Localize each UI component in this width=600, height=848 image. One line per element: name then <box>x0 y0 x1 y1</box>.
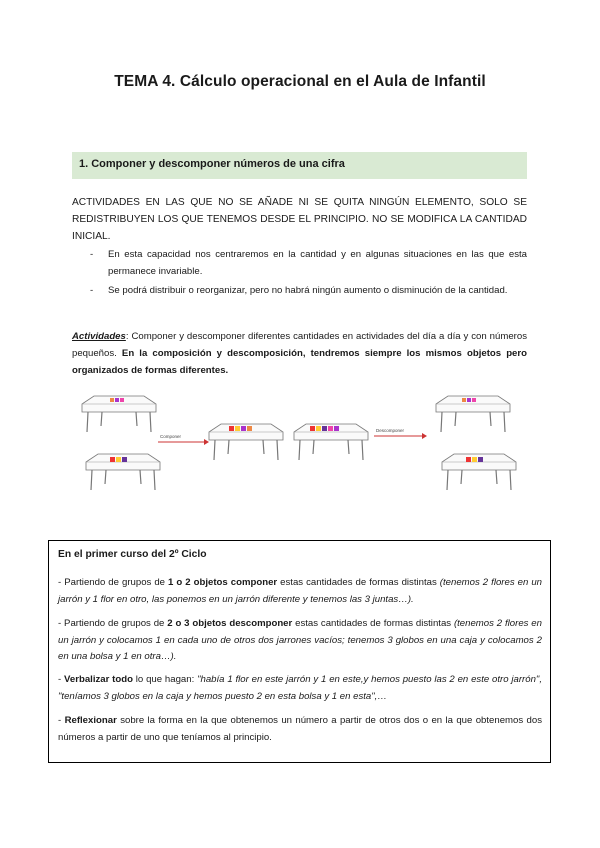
tables-illustration <box>72 388 530 506</box>
text-run: lo que hagan: <box>132 674 198 685</box>
intro-paragraph: ACTIVIDADES EN LAS QUE NO SE AÑADE NI SE QUITA NINGÚN ELEMENTO, SOLO SE REDISTRIBUYEN LOS QUE TENEMOS DESDE EL PRINCIPIO. NO SE MODIFICA LA CANTIDAD INICIAL. <box>72 197 527 242</box>
table-center-right <box>294 424 368 460</box>
bullet-dash: - <box>90 249 94 260</box>
text-run: - <box>58 674 65 685</box>
activities-colon: : <box>125 331 129 342</box>
list-item <box>72 247 527 280</box>
box-paragraph-2 <box>58 616 542 666</box>
document-title: TEMA 4. Cálculo operacional en el Aula de Infantil <box>114 73 486 90</box>
activities-text: Componer y descomponer diferentes cantidades en actividades del día a día y con números pequeños. <box>72 331 527 359</box>
table-top-right <box>436 396 510 432</box>
text-run: estas cantidades de formas distintas <box>277 577 440 588</box>
bullet-text: En esta capacidad nos centraremos en la cantidad y en algunas situaciones en las que esta permanece invariable. <box>108 249 527 277</box>
text-run-italic: (tenemos 2 flores en un jarrón y 1 flor en otro, las ponemos en un jarrón diferente y tenemos las 3 juntas…). <box>58 577 543 605</box>
box-title: En el primer curso del 2º Ciclo <box>58 549 207 560</box>
text-run-bold: Reflexionar <box>64 715 117 726</box>
table-bottom-right <box>442 454 516 490</box>
text-run-bold: Verbalizar todo <box>64 674 133 685</box>
arrow-compose-label: Componer <box>160 434 182 439</box>
text-run: estas cantidades de formas distintas <box>292 618 454 629</box>
activities-paragraph <box>72 328 527 379</box>
table-center-left <box>209 424 283 460</box>
section-heading-bar <box>72 152 527 179</box>
text-run-bold: 1 o 2 objetos componer <box>168 577 278 588</box>
arrow-compose-head <box>204 439 209 445</box>
table-bottom-left <box>86 454 160 490</box>
list-item <box>72 283 527 300</box>
info-box <box>48 540 551 763</box>
bullet-text: Se podrá distribuir o reorganizar, pero no habrá ningún aumento o disminución de la cantidad. <box>108 285 508 296</box>
text-run-italic: "había 1 flor en este jarrón y 1 en este,y hemos puesto las 2 en este otro jarrón", "teníamos 3 globos en la caja y hemos puesto 2 en esta bolsa y 1 en esta",… <box>58 674 542 702</box>
table-top-left <box>82 396 156 432</box>
section-heading: 1. Componer y descomponer números de una cifra <box>79 158 345 170</box>
bullet-list <box>72 247 527 303</box>
activities-label: Actividades <box>72 331 126 342</box>
box-paragraph-1 <box>58 575 542 608</box>
activities-bold-text: En la composición y descomposición, tendremos siempre los mismos objetos pero organizados de formas diferentes. <box>72 348 527 376</box>
text-run: - Partiendo de grupos de <box>58 577 169 588</box>
bullet-dash: - <box>90 285 94 296</box>
box-paragraph-4 <box>58 713 542 746</box>
text-run: - <box>58 715 65 726</box>
box-paragraph-3 <box>58 672 542 705</box>
arrow-decompose-label: Descomponer <box>376 428 405 433</box>
text-run-italic: (tenemos 2 flores en un jarrón y colocamos 1 en cada uno de otros dos jarrones vacíos; tenemos 3 globos en una caja y colocamos 2 en una bolsa y 1 en otra…). <box>58 618 542 662</box>
text-run-bold: 2 o 3 objetos descomponer <box>167 618 293 629</box>
text-run: sobre la forma en la que obtenemos un número a partir de otros dos o en la que obtenemos dos números a partir de uno que teníamos al principio. <box>58 715 542 743</box>
text-run: - Partiendo de grupos de <box>58 618 168 629</box>
arrow-decompose-head <box>422 433 427 439</box>
